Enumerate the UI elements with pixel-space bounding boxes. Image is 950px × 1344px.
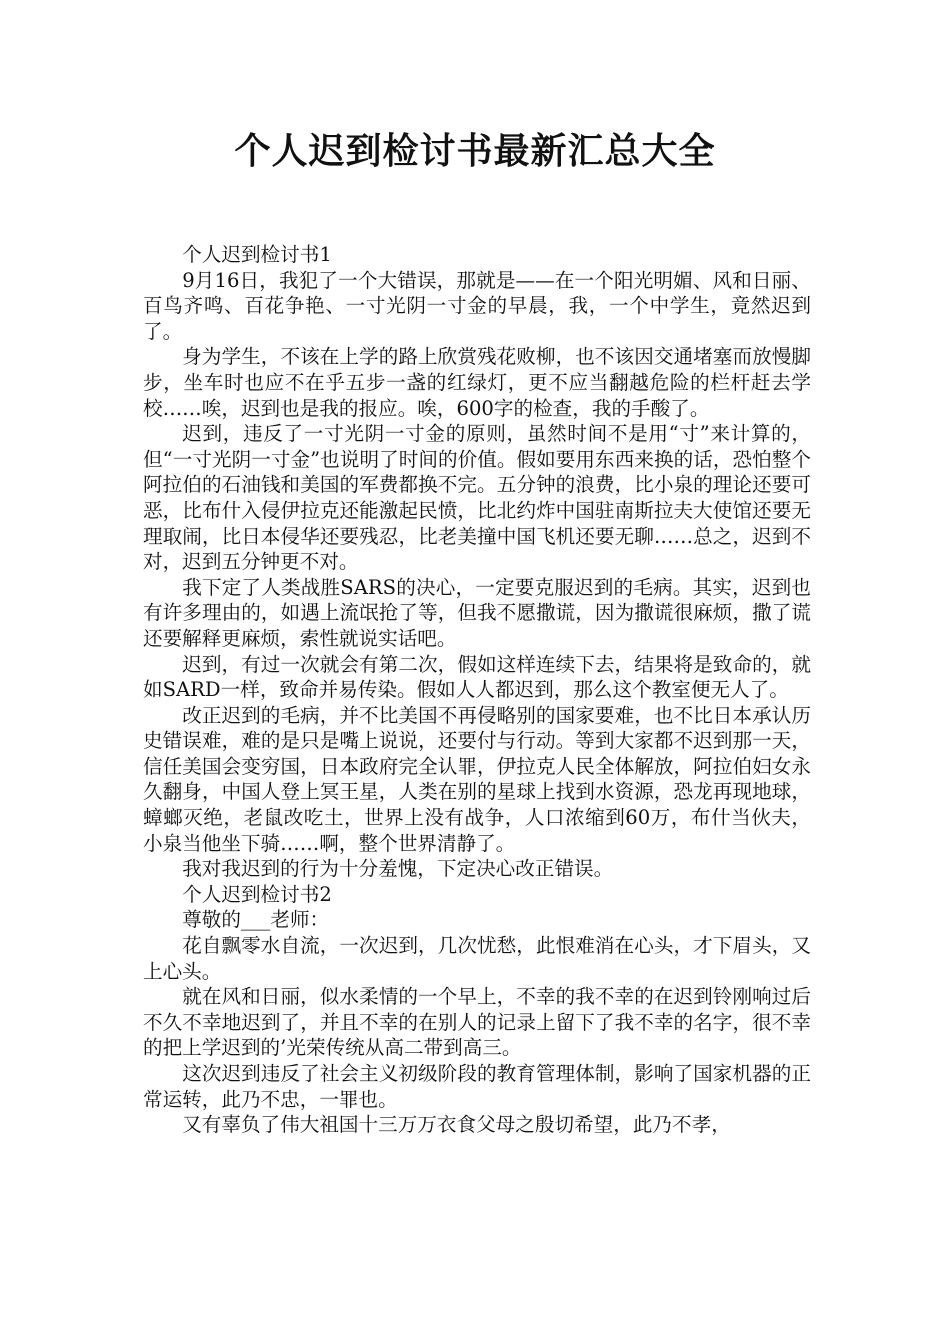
paragraph: 花自飘零水自流，一次迟到，几次忧愁，此恨难消在心头，才下眉头，又上心头。: [143, 934, 811, 983]
paragraph: 改正迟到的毛病，并不比美国不再侵略别的国家要难，也不比日本承认历史错误难，难的是只是嘴上说说，还要付与行动。等到大家都不迟到那一天，信任美国会变穷国，日本政府完全认罪，伊拉克人民全体解放，阿拉伯妇女永久翻身，中国人登上冥王星，人类在别的星球上找到水资源，恐龙再现地球，蟑螂灭绝，老鼠改吃土，世界上没有战争，人口浓缩到60万，布什当伙夫，小泉当他坐下骑……啊，整个世界清静了。: [143, 703, 811, 855]
section-heading: 个人迟到检讨书2: [182, 882, 332, 906]
paragraph: 迟到，有过一次就会有第二次，假如这样连续下去，结果将是致命的，就如SARD一样，致命并易传染。假如人人都迟到，那么这个教室便无人了。: [143, 652, 811, 702]
paragraph: 就在风和日丽，似水柔情的一个早上，不幸的我不幸的在迟到铃刚响过后不久不幸地迟到了，并且不幸的在别人的记录上留下了我不幸的名字，很不幸的把上学迟到的’光荣传统从高二带到高三。: [143, 985, 811, 1060]
paragraph: 迟到，违反了一寸光阴一寸金的原则，虽然时间不是用“寸”来计算的，但“一寸光阴一寸金”也说明了时间的价值。假如要用东西来换的话，恐怕整个阿拉伯的石油钱和美国的军费都换不完。五分钟的浪费，比小泉的理论还要可恶，比布什入侵伊拉克还能激起民愤，比北约炸中国驻南斯拉夫大使馆还要无理取闹，比日本侵华还要残忍，比老美撞中国飞机还要无聊……总之，迟到不对，迟到五分钟更不对。: [143, 422, 811, 574]
paragraph: 又有辜负了伟大祖国十三万万衣食父母之殷切希望，此乃不孝，: [182, 1113, 731, 1137]
section-heading: 个人迟到检讨书1: [182, 243, 332, 266]
salutation: 尊敬的___老师：: [182, 908, 330, 932]
paragraph: 我下定了人类战胜SARS的决心，一定要克服迟到的毛病。其实，迟到也有许多理由的，如遇上流氓抢了等，但我不愿撒谎，因为撒谎很麻烦，撒了谎还要解释更麻烦，索性就说实话吧。: [143, 575, 811, 650]
document-body: [143, 242, 811, 1138]
paragraph: 我对我迟到的行为十分羞愧，下定决心改正错误。: [182, 857, 614, 881]
paragraph: 9月16日，我犯了一个大错误，那就是——在一个阳光明媚、风和日丽、百鸟齐鸣、百花争艳、一寸光阴一寸金的早晨，我，一个中学生，竟然迟到了。: [143, 268, 811, 343]
document-title: 个人迟到检讨书最新汇总大全: [234, 131, 716, 172]
paragraph: 身为学生，不该在上学的路上欣赏残花败柳，也不该因交通堵塞而放慢脚步，坐车时也应不在乎五步一盏的红绿灯，更不应当翻越危险的栏杆赶去学校……唉，迟到也是我的报应。唉，600字的检查，我的手酸了。: [143, 345, 811, 420]
paragraph: 这次迟到违反了社会主义初级阶段的教育管理体制，影响了国家机器的正常运转，此乃不忠，一罪也。: [143, 1062, 811, 1111]
